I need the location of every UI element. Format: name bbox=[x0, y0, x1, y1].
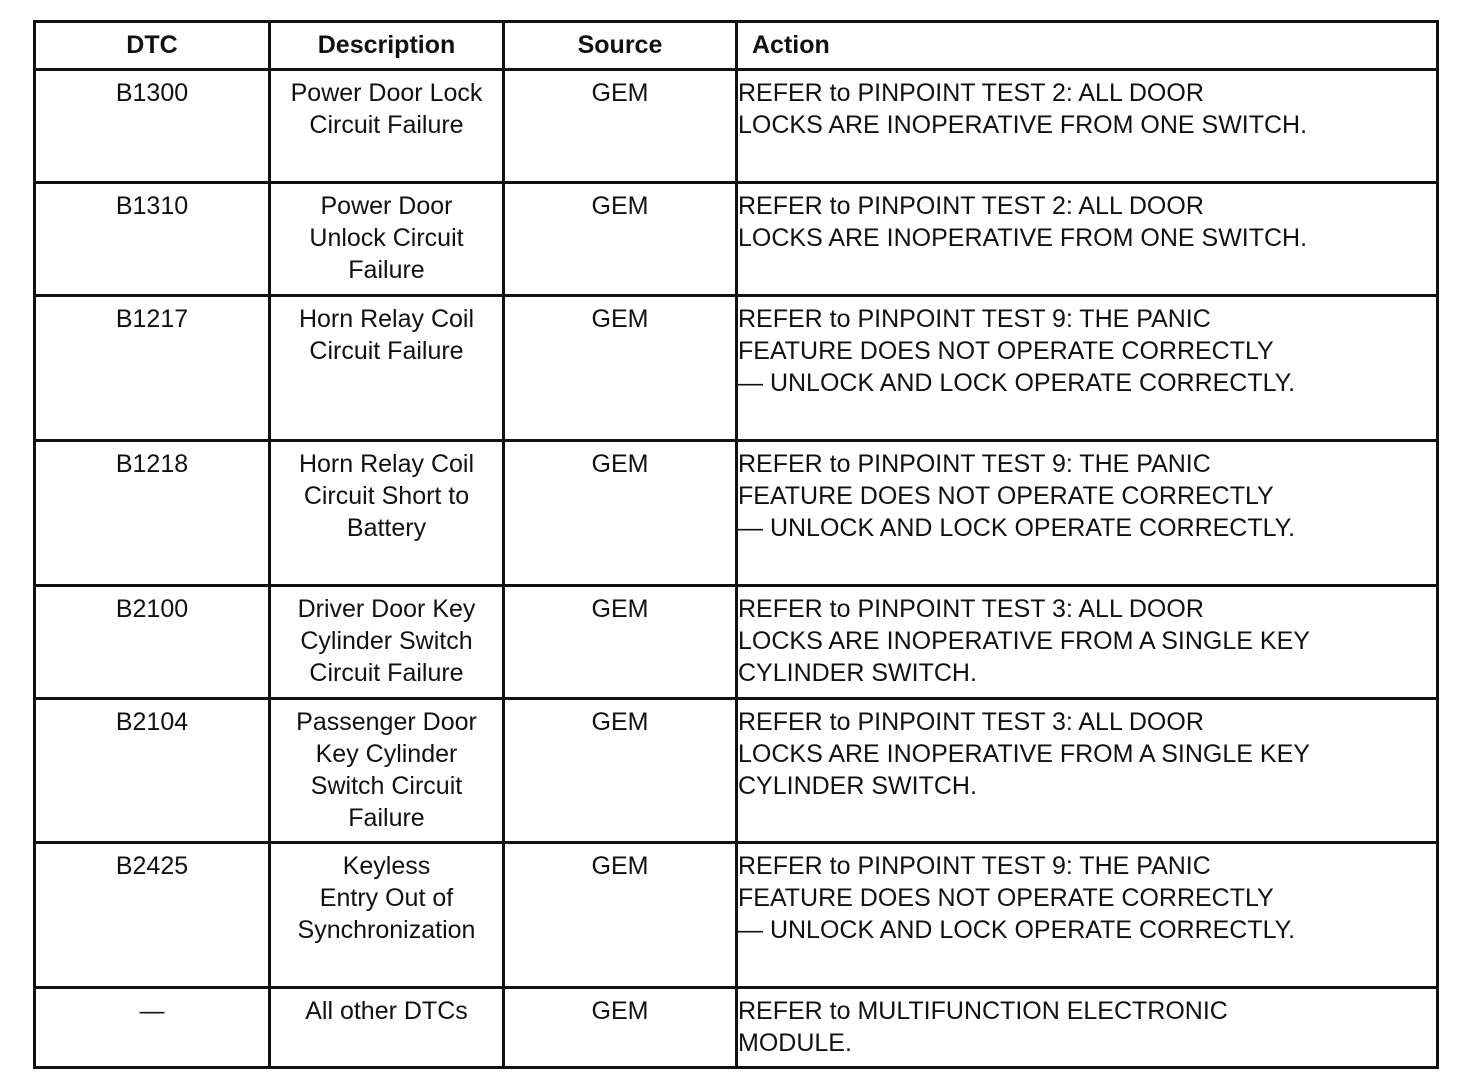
description-line: Battery bbox=[346, 514, 427, 542]
dtc-action bbox=[737, 699, 1438, 843]
dtc-code: B2100 bbox=[35, 586, 270, 699]
action-line: REFER to PINPOINT TEST 3: ALL DOOR bbox=[738, 595, 1204, 623]
action-line: FEATURE DOES NOT OPERATE CORRECTLY bbox=[738, 482, 1274, 510]
dtc-action bbox=[737, 988, 1438, 1068]
dtc-action bbox=[737, 586, 1438, 699]
action-line: FEATURE DOES NOT OPERATE CORRECTLY bbox=[738, 884, 1274, 912]
dtc-description bbox=[270, 183, 504, 296]
action-line: CYLINDER SWITCH. bbox=[738, 772, 977, 800]
description-line: Horn Relay Coil bbox=[298, 305, 475, 333]
table-row bbox=[35, 296, 1438, 441]
action-line: REFER to PINPOINT TEST 3: ALL DOOR bbox=[738, 708, 1204, 736]
description-line: Keyless bbox=[342, 852, 431, 880]
header-dtc: DTC bbox=[35, 22, 270, 70]
description-line: Passenger Door bbox=[296, 708, 477, 736]
dtc-description bbox=[270, 441, 504, 586]
action-line: MODULE. bbox=[738, 1029, 852, 1057]
dtc-code: B2425 bbox=[35, 843, 270, 988]
dtc-description bbox=[270, 296, 504, 441]
dtc-source: GEM bbox=[504, 586, 737, 699]
description-line: Switch Circuit bbox=[310, 772, 463, 800]
action-line: — UNLOCK AND LOCK OPERATE CORRECTLY. bbox=[738, 369, 1296, 397]
action-line: REFER to PINPOINT TEST 2: ALL DOOR bbox=[738, 192, 1204, 220]
table-row bbox=[35, 441, 1438, 586]
action-line: REFER to PINPOINT TEST 2: ALL DOOR bbox=[738, 79, 1204, 107]
dtc-description bbox=[270, 988, 504, 1068]
header-action: Action bbox=[737, 22, 1438, 70]
description-line: Unlock Circuit bbox=[309, 224, 464, 252]
dtc-code: B1218 bbox=[35, 441, 270, 586]
action-line: REFER to PINPOINT TEST 9: THE PANIC bbox=[738, 852, 1211, 880]
dtc-source: GEM bbox=[504, 988, 737, 1068]
description-line: Synchronization bbox=[297, 916, 476, 944]
action-line: LOCKS ARE INOPERATIVE FROM ONE SWITCH. bbox=[738, 111, 1308, 139]
dtc-action bbox=[737, 441, 1438, 586]
action-line: LOCKS ARE INOPERATIVE FROM A SINGLE KEY bbox=[738, 627, 1310, 655]
action-line: REFER to MULTIFUNCTION ELECTRONIC bbox=[738, 997, 1228, 1025]
dtc-code: B1217 bbox=[35, 296, 270, 441]
action-line: — UNLOCK AND LOCK OPERATE CORRECTLY. bbox=[738, 514, 1296, 542]
dtc-code: B1310 bbox=[35, 183, 270, 296]
action-line: REFER to PINPOINT TEST 9: THE PANIC bbox=[738, 450, 1211, 478]
dtc-source: GEM bbox=[504, 699, 737, 843]
dtc-table bbox=[33, 20, 1439, 1069]
dtc-source: GEM bbox=[504, 296, 737, 441]
description-line: Circuit Failure bbox=[309, 111, 464, 139]
table-row bbox=[35, 843, 1438, 988]
header-source: Source bbox=[504, 22, 737, 70]
description-line: Cylinder Switch bbox=[300, 627, 473, 655]
header-description: Description bbox=[270, 22, 504, 70]
description-line: Driver Door Key bbox=[297, 595, 476, 623]
description-line: Entry Out of bbox=[319, 884, 454, 912]
dtc-description bbox=[270, 843, 504, 988]
table-header-row bbox=[35, 22, 1438, 70]
description-line: Circuit Failure bbox=[309, 659, 464, 687]
dtc-description bbox=[270, 699, 504, 843]
description-line: Failure bbox=[348, 804, 425, 832]
dtc-action bbox=[737, 183, 1438, 296]
dtc-action bbox=[737, 843, 1438, 988]
description-line: All other DTCs bbox=[305, 997, 468, 1025]
table-row bbox=[35, 699, 1438, 843]
action-line: — UNLOCK AND LOCK OPERATE CORRECTLY. bbox=[738, 916, 1296, 944]
dtc-source: GEM bbox=[504, 441, 737, 586]
table-row bbox=[35, 70, 1438, 183]
description-line: Failure bbox=[348, 256, 425, 284]
table-row bbox=[35, 586, 1438, 699]
action-line: LOCKS ARE INOPERATIVE FROM ONE SWITCH. bbox=[738, 224, 1308, 252]
dtc-source: GEM bbox=[504, 843, 737, 988]
description-line: Power Door bbox=[320, 192, 453, 220]
dtc-action bbox=[737, 70, 1438, 183]
table-row bbox=[35, 988, 1438, 1068]
dtc-code: — bbox=[35, 988, 270, 1068]
description-line: Power Door Lock bbox=[290, 79, 483, 107]
dtc-description bbox=[270, 70, 504, 183]
dtc-action bbox=[737, 296, 1438, 441]
description-line: Horn Relay Coil bbox=[298, 450, 475, 478]
table-row bbox=[35, 183, 1438, 296]
action-line: LOCKS ARE INOPERATIVE FROM A SINGLE KEY bbox=[738, 740, 1310, 768]
dtc-code: B2104 bbox=[35, 699, 270, 843]
dtc-source: GEM bbox=[504, 70, 737, 183]
description-line: Key Cylinder bbox=[315, 740, 458, 768]
action-line: REFER to PINPOINT TEST 9: THE PANIC bbox=[738, 305, 1211, 333]
description-line: Circuit Failure bbox=[309, 337, 464, 365]
description-line: Circuit Short to bbox=[303, 482, 470, 510]
dtc-description bbox=[270, 586, 504, 699]
dtc-source: GEM bbox=[504, 183, 737, 296]
action-line: FEATURE DOES NOT OPERATE CORRECTLY bbox=[738, 337, 1274, 365]
dtc-code: B1300 bbox=[35, 70, 270, 183]
action-line: CYLINDER SWITCH. bbox=[738, 659, 977, 687]
